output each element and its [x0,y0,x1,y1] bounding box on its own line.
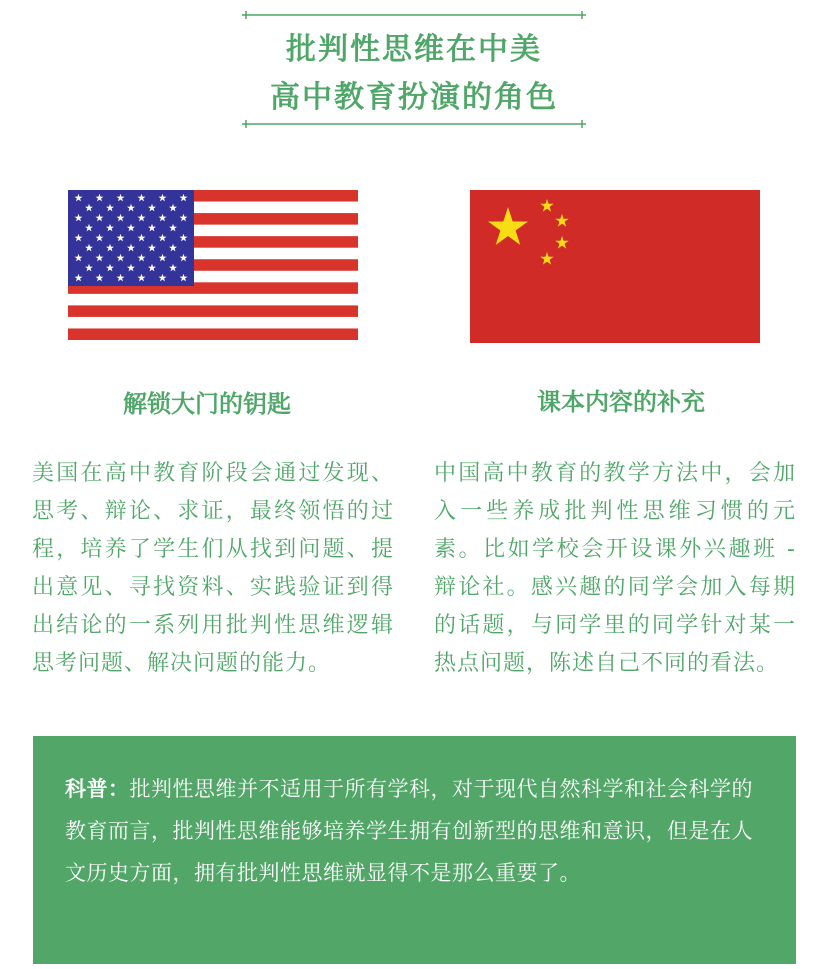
flag-stripe [68,305,358,317]
right-column-body: 中国高中教育的教学方法中，会加入一些养成批判性思维习惯的元素。比如学校会开设课外兴趣班 - 辩论社。感兴趣的同学会加入每期的话题，与同学里的同学针对某一热点问题，陈述自己不同的看法。 [434,461,796,676]
right-column-title: 课本内容的补充 [537,388,705,416]
science-note-paragraph [65,768,766,894]
left-column-title: 解锁大门的钥匙 [123,390,291,418]
flag-stripe [68,328,358,340]
top-divider-line [242,7,586,23]
left-column-body: 美国在高中教育阶段会通过发现、思考、辩论、求证，最终领悟的过程，培养了学生们从找到问题、提出意见、寻找资料、实践验证到得出结论的一系列用批判性思维逻辑思考问题、解决问题的能力。 [32,461,394,676]
science-note-label: 科普： [65,777,130,801]
page-title-line-2: 高中教育扮演的角色 [270,80,558,115]
china-flag-icon [470,190,760,343]
bottom-divider-line [242,116,586,132]
science-note-text: 批判性思维并不适用于所有学科，对于现代自然科学和社会科学的教育而言，批判性思维能够培养学生拥有创新型的思维和意识，但是在人文历史方面，拥有批判性思维就显得不是那么重要了。 [65,777,753,885]
science-note-box [33,736,796,964]
page-title-line-1: 批判性思维在中美 [286,32,542,67]
usa-flag-icon [68,190,358,340]
